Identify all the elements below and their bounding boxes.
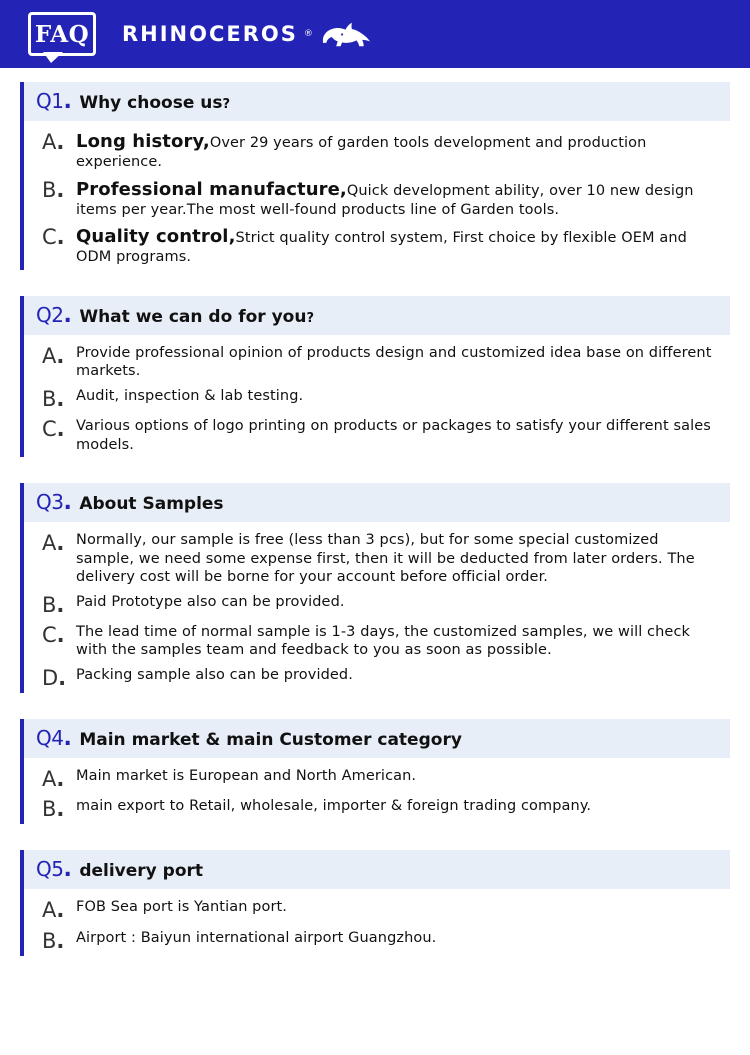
faq-question-title: Main market & main Customer category — [79, 730, 462, 751]
faq-answers — [20, 121, 730, 270]
faq-answer-row — [24, 127, 730, 175]
answer-letter: A. — [42, 343, 65, 368]
faq-number: Q2. — [36, 302, 72, 328]
faq-answers — [20, 335, 730, 457]
faq-question-header[interactable] — [20, 719, 730, 758]
section-spacer — [20, 830, 730, 850]
faq-label: FAQ — [34, 20, 90, 48]
faq-question-title: delivery port — [79, 861, 204, 882]
answer-letter: B. — [42, 797, 65, 822]
answer-letter: C. — [42, 622, 65, 647]
answer-letter: A. — [42, 898, 65, 923]
page-header — [0, 0, 750, 68]
registered-mark-icon: ® — [303, 29, 313, 39]
section-spacer — [20, 463, 730, 483]
faq-item — [20, 296, 730, 457]
answer-text: Normally, our sample is free (less than 3 pcs), but for some special customized sample, we need some expense first, then it will be deducted from later orders. The delivery cost will be borne for your account before official order. — [76, 532, 695, 586]
faq-answer-row — [24, 663, 730, 693]
answer-text: Audit, inspection & lab testing. — [76, 387, 304, 404]
faq-answer-row — [24, 384, 730, 414]
answer-text: Provide professional opinion of products design and customized idea base on different markets. — [76, 344, 712, 380]
faq-answer-row — [24, 590, 730, 620]
faq-answer-row — [24, 620, 730, 663]
answer-letter: A. — [42, 531, 65, 556]
answer-text: Professional manufacture,Quick development ability, over 10 new design items per year.The most well-found products line of Garden tools. — [76, 178, 694, 218]
answer-letter: A. — [42, 130, 65, 154]
answer-letter: D. — [42, 665, 67, 690]
faq-item — [20, 483, 730, 693]
section-spacer — [20, 699, 730, 719]
faq-answer-row — [24, 528, 730, 590]
answer-text: Airport : Baiyun international airport Guangzhou. — [76, 929, 437, 946]
brand-name: RHINOCEROS — [122, 22, 298, 46]
faq-number: Q4. — [36, 726, 72, 752]
faq-badge — [28, 12, 96, 56]
answer-letter: C. — [42, 225, 65, 250]
answer-text: FOB Sea port is Yantian port. — [76, 899, 288, 916]
answer-text: Long history,Over 29 years of garden tools development and production experience. — [76, 131, 647, 171]
answer-text: Paid Prototype also can be provided. — [76, 593, 345, 610]
faq-answer-row — [24, 794, 730, 824]
faq-number: Q3. — [36, 490, 72, 516]
answer-letter: B. — [42, 592, 65, 617]
faq-number: Q5. — [36, 857, 72, 883]
faq-question-header[interactable] — [20, 850, 730, 889]
rhino-icon — [319, 17, 373, 51]
answer-letter: A. — [42, 767, 65, 792]
section-spacer — [20, 276, 730, 296]
faq-question-title: What we can do for you? — [79, 306, 314, 327]
faq-answer-row — [24, 926, 730, 956]
faq-answers — [20, 889, 730, 955]
faq-answer-row — [24, 175, 730, 223]
faq-answers — [20, 758, 730, 824]
answer-letter: B. — [42, 177, 65, 202]
answer-text: Packing sample also can be provided. — [76, 666, 353, 683]
faq-answer-row — [24, 222, 730, 270]
answer-text: The lead time of normal sample is 1-3 days, the customized samples, we will check with the samples team and feedback to you as soon as possible. — [76, 623, 691, 659]
answer-text: Various options of logo printing on products or packages to satisfy your different sales models. — [76, 417, 711, 453]
answer-text: main export to Retail, wholesale, importer & foreign trading company. — [76, 798, 592, 815]
faq-item — [20, 850, 730, 955]
faq-question-title: Why choose us? — [79, 93, 231, 113]
faq-item — [20, 719, 730, 824]
faq-answer-row — [24, 341, 730, 384]
faq-answer-row — [24, 414, 730, 457]
answer-letter: B. — [42, 928, 65, 953]
faq-answer-row — [24, 895, 730, 925]
answer-text: Quality control,Strict quality control system, First choice by flexible OEM and ODM programs. — [76, 226, 687, 266]
answer-letter: B. — [42, 386, 65, 411]
faq-answer-row — [24, 764, 730, 794]
faq-item — [20, 82, 730, 270]
brand-lockup — [122, 17, 373, 51]
faq-question-header[interactable] — [20, 82, 730, 121]
faq-question-header[interactable] — [20, 483, 730, 522]
faq-list — [0, 68, 750, 956]
answer-text: Main market is European and North American. — [76, 768, 417, 785]
faq-question-header[interactable] — [20, 296, 730, 335]
answer-letter: C. — [42, 416, 65, 441]
faq-number: Q1. — [36, 89, 72, 114]
faq-answers — [20, 522, 730, 693]
faq-question-title: About Samples — [79, 494, 224, 515]
